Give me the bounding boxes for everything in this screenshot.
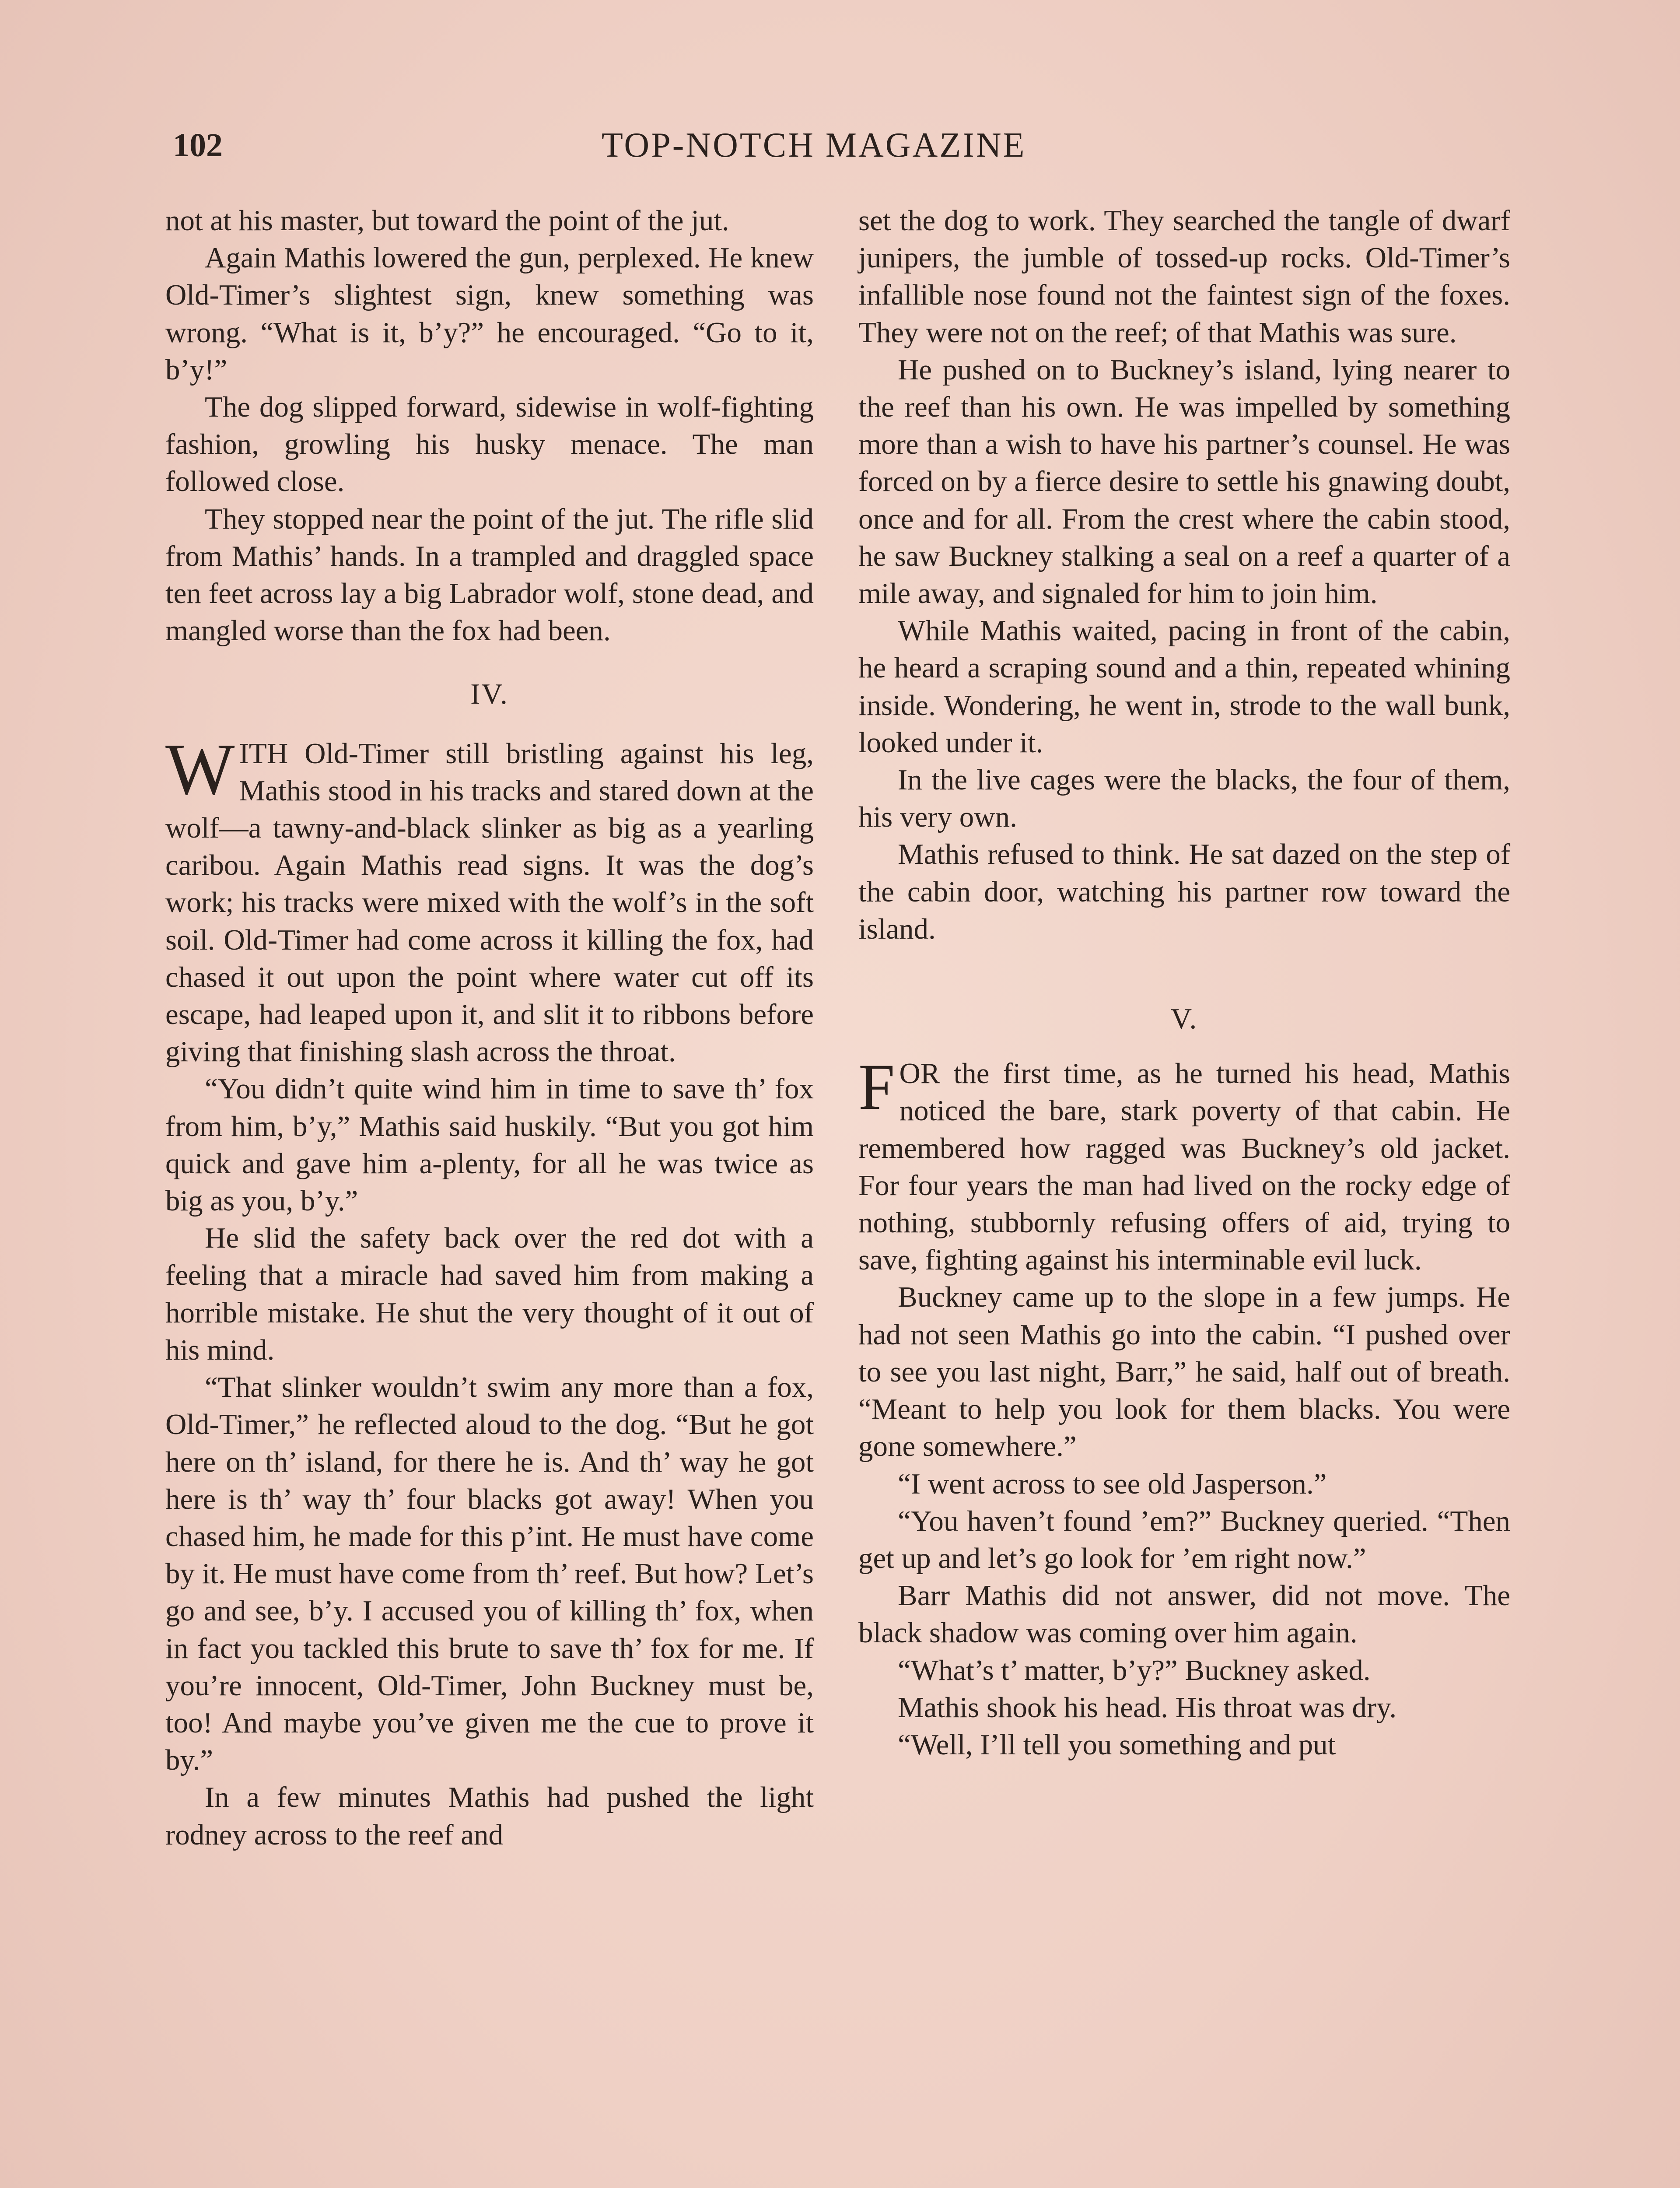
page-header — [173, 123, 1507, 176]
paragraph-text: Old-Timer still bristling against his leg, Mathis stood in his tracks and stared down at the wolf—a tawny-and-black slinker as big as a yearling caribou. Again Mathis read signs. It was the dog’s work; his tracks were mixed with the wolf’s in the soft soil. Old-Timer had come across it killing the fox, had chased it out upon the point where water cut off its escape, had leaped upon it, and slit it to ribbons before giving that finishing slash across the throat. — [165, 737, 814, 1068]
paragraph: “You haven’t found ’em?” Buckney queried. “Then get up and let’s go look for ’em right now.” — [858, 1504, 1510, 1574]
paragraph: “That slinker wouldn’t swim any more than a fox, Old-Timer,” he reflected aloud to the dog. “But he got here on th’ island, for there he is. And th’ way he got here is th’ way th’ four blacks got away! When you chased him, he made for this p’int. He must have come by it. He must have come from th’ reef. But how? Let’s go and see, b’y. I accused you of killing th’ fox, when in fact you tackled this brute to save th’ fox for me. If you’re innocent, Old-Timer, John Buckney must be, too! And maybe you’ve given me the cue to prove it by.” — [165, 1371, 814, 1777]
paragraph-drop-cap — [165, 728, 814, 1071]
paragraph: In a few minutes Mathis had pushed the light rodney across to the reef and — [165, 1781, 814, 1851]
paragraph: Mathis refused to think. He sat dazed on the step of the cabin door, watching his partner row toward the island. — [858, 838, 1510, 945]
section-heading-iv: IV. — [470, 678, 509, 711]
paragraph: Again Mathis lowered the gun, perplexed. He knew Old-Timer’s slightest sign, knew something was wrong. “What is it, b’y?” he encouraged. “Go to it, b’y!” — [165, 242, 814, 386]
small-caps-word: ITH — [239, 737, 288, 770]
paragraph: “What’s t’ matter, b’y?” Buckney asked. — [898, 1654, 1371, 1687]
paragraph: In the live cages were the blacks, the four of them, his very own. — [858, 764, 1510, 834]
paragraph: set the dog to work. They searched the tangle of dwarf junipers, the jumble of tossed-up rocks. Old-Timer’s infallible nose found not the faintest sign of the foxes. They were not on the reef; of that Mathis was sure. — [858, 204, 1510, 349]
magazine-title: TOP-NOTCH MAGAZINE — [602, 126, 1026, 165]
paragraph: not at his master, but toward the point of the jut. — [165, 204, 729, 237]
paragraph: “You didn’t quite wind him in time to save th’ fox from him, b’y,” Mathis said huskily. “But you got him quick and gave him a-plenty, for all he was twice as big as you, b’y.” — [165, 1073, 814, 1217]
paragraph-drop-cap — [858, 1051, 1510, 1279]
page-number: 102 — [173, 127, 223, 164]
paragraph: The dog slipped forward, sidewise in wolf-fighting fashion, growling his husky menace. The man followed close. — [165, 391, 814, 498]
paragraph: “Well, I’ll tell you something and put — [898, 1728, 1336, 1761]
paragraph-text: the first time, as he turned his head, Mathis noticed the bare, stark poverty of that cabin. He remembered how ragged was Buckney’s old jacket. For four years the man had lived on the rocky edge of nothing, stubbornly refusing offers of aid, trying to save, fighting against his interminable evil luck. — [858, 1057, 1510, 1276]
paragraph: He pushed on to Buckney’s island, lying nearer to the reef than his own. He was impelled by something more than a wish to have his partner’s counsel. He was forced on by a fierce desire to settle his gnawing doubt, once and for all. From the crest where the cabin stood, he saw Buckney stalking a seal on a reef a quarter of a mile away, and signaled for him to join him. — [858, 353, 1510, 610]
paragraph: Mathis shook his head. His throat was dry. — [898, 1691, 1397, 1724]
paragraph: While Mathis waited, pacing in front of the cabin, he heard a scraping sound and a thin, repeated whining inside. Wondering, he went in, strode to the wall bunk, looked under it. — [858, 614, 1510, 759]
paragraph: They stopped near the point of the jut. The rifle slid from Mathis’ hands. In a trampled and draggled space ten feet across lay a big Labrador wolf, stone dead, and mangled worse than the fox had been. — [165, 502, 814, 647]
drop-cap-letter: F — [858, 1051, 895, 1124]
left-column — [165, 202, 814, 1854]
small-caps-word: OR — [899, 1057, 940, 1090]
paragraph: Barr Mathis did not answer, did not move. The black shadow was coming over him again. — [858, 1579, 1510, 1649]
paragraph: Buckney came up to the slope in a few jumps. He had not seen Mathis go into the cabin. “I pushed over to see you last night, Barr,” he said, half out of breath. “Meant to help you look for them blacks. You were gone somewhere.” — [858, 1281, 1510, 1463]
drop-cap-letter: W — [165, 728, 235, 810]
paragraph: “I went across to see old Jasperson.” — [898, 1467, 1327, 1500]
right-column — [858, 202, 1510, 1764]
section-heading-v: V. — [1170, 1003, 1198, 1035]
paragraph: He slid the safety back over the red dot with a feeling that a miracle had saved him from making a horrible mistake. He shut the very thought of it out of his mind. — [165, 1222, 814, 1366]
